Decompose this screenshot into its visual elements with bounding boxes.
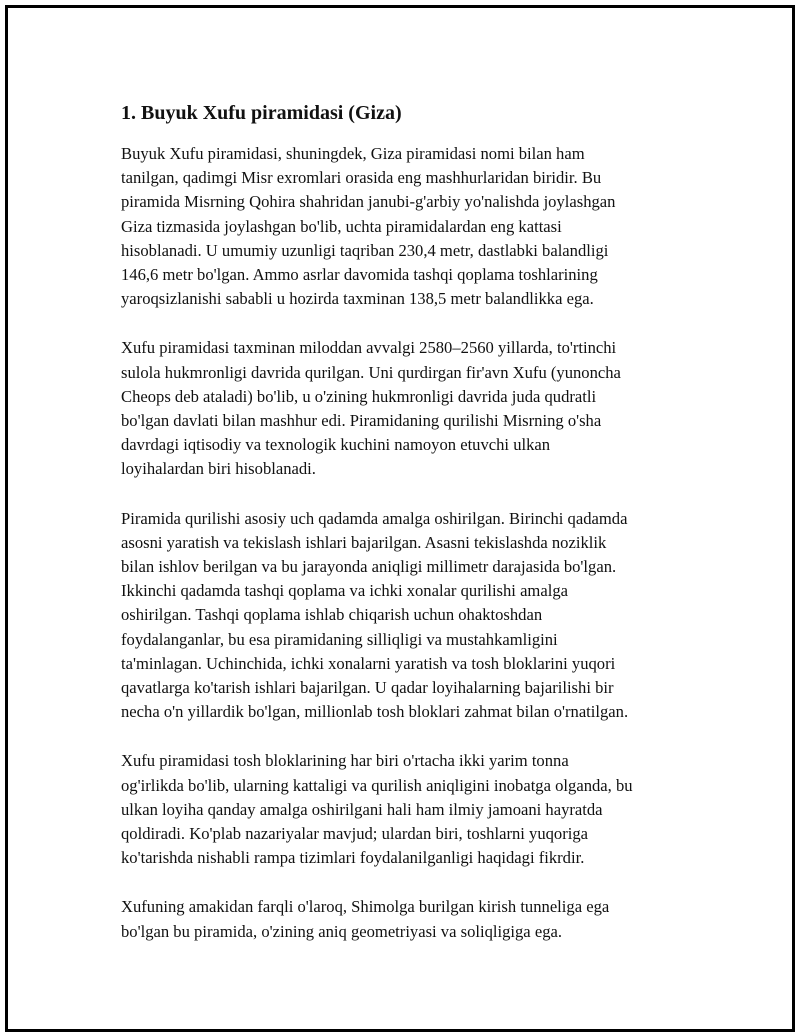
paragraph-3: Piramida qurilishi asosiy uch qadamda amalga oshirilgan. Birinchi qadamda asosni yaratish va tekislash ishlari bajarilgan. Asasni tekislashda noziklik bilan ishlov berilgan va bu jarayonda aniqligi millimetr darajasida bo'lgan. Ikkinchi qadamda tashqi qoplama va ichki xonalar qurilishi amalga oshirilgan. Tashqi qoplama ishlab chiqarish uchun ohaktoshdan foydalanganlar, bu esa piramidaning silliqligi va mustahkamligini ta'minlagan. Uchinchida, ichki xonalarni yaratish va tosh bloklarini yuqori qavatlarga ko'tarish ishlari bajarilgan. U qadar loyihalarning bajarilishi bir necha o'n yillardik bo'lgan, millionlab tosh bloklari zahmat bilan o'rnatilgan. bbox=[121, 508, 629, 722]
document-title: 1. Buyuk Xufu piramidasi (Giza) bbox=[121, 102, 402, 124]
page-frame bbox=[5, 5, 795, 1032]
paragraph-1: Buyuk Xufu piramidasi, shuningdek, Giza piramidasi nomi bilan ham tanilgan, qadimgi Misr exromlari orasida eng mashhurlaridan biridir. Bu piramida Misrning Qohira shahridan janubi-g'arbiy yo'nalishda joylashgan Giza tizmasida joylashgan bo'lib, uchta piramidalardan eng kattasi hisoblanadi. U umumiy uzunligi taqriban 230,4 metr, dastlabki balandligi 146,6 metr bo'lgan. Ammo asrlar davomida tashqi qoplama toshlarining yaroqsizlanishi sababli u hozirda taxminan 138,5 metr balandlikka ega. bbox=[121, 144, 616, 309]
paragraph-5: Xufuning amakidan farqli o'laroq, Shimolga burilgan kirish tunneliga ega bo'lgan bu piramida, o'zining aniq geometriyasi va soliqligiga ega. bbox=[121, 897, 610, 941]
paragraph-2: Xufu piramidasi taxminan miloddan avvalgi 2580–2560 yillarda, to'rtinchi sulola hukmronligi davrida qurilgan. Uni qurdirgan fir'avn Xufu (yunoncha Cheops deb ataladi) bo'lib, u o'zining hukmronligi davrida juda qudratli bo'lgan davlati bilan mashhur edi. Piramidaning qurilishi Misrning o'sha davrdagi iqtisodiy va texnologik kuchini namoyon etuvchi ulkan loyihalardan biri hisoblanadi. bbox=[121, 338, 621, 479]
paragraph-4: Xufu piramidasi tosh bloklarining har biri o'rtacha ikki yarim tonna og'irlikda bo'lib, ularning kattaligi va qurilish aniqligini inobatga olganda, bu ulkan loyiha qanday amalga oshirilgani hali ham ilmiy jamoani hayratda qoldiradi. Ko'plab nazariyalar mavjud; ulardan biri, toshlarni yuqoriga ko'tarishda nishabli rampa tizimlari foydalanilganligi haqidagi fikrdir. bbox=[121, 751, 633, 868]
document-body bbox=[121, 100, 711, 969]
